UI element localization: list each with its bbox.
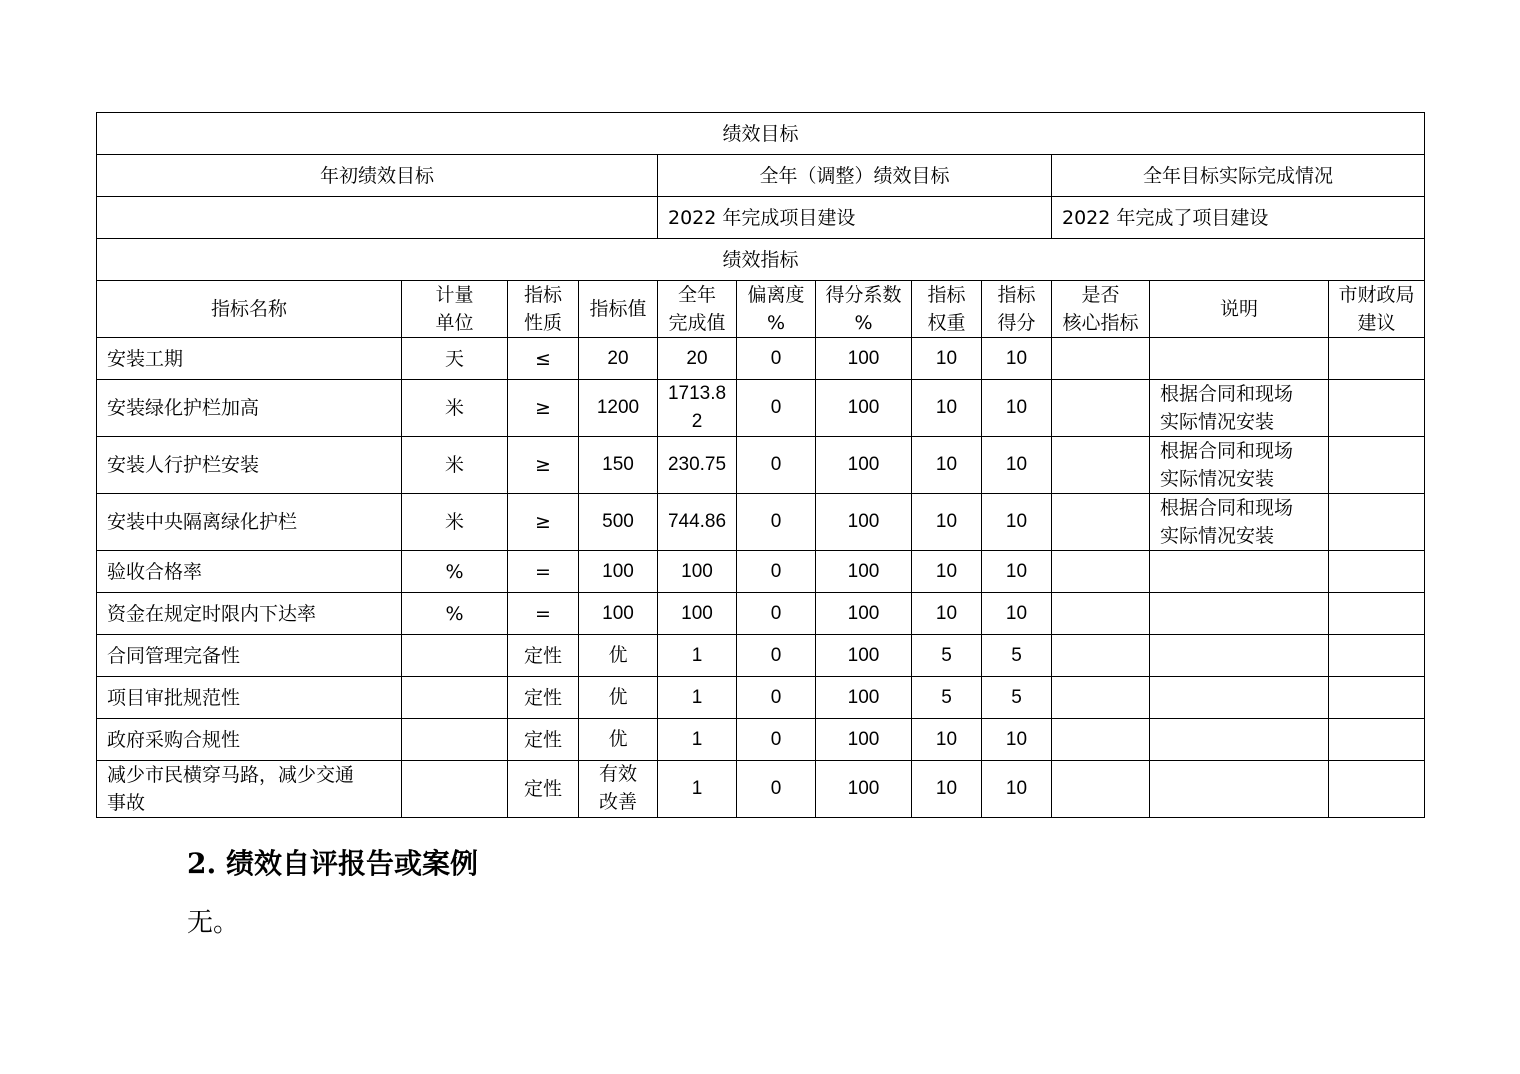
cell-advice: [1329, 635, 1425, 677]
cell-unit: %: [402, 593, 508, 635]
cell-score: 10: [982, 494, 1052, 551]
cell-weight: 10: [912, 380, 982, 437]
cell-core: [1052, 635, 1150, 677]
table-row: [97, 719, 1425, 761]
cell-name: 资金在规定时限内下达率: [97, 593, 402, 635]
cell-unit: 天: [402, 338, 508, 380]
section-body: 无。: [187, 908, 240, 938]
cell-name: 安装人行护栏安装: [97, 437, 402, 494]
cell-target: 500: [579, 494, 658, 551]
cell-note: [1150, 761, 1329, 818]
cell-weight: 5: [912, 677, 982, 719]
cell-nature: =: [508, 551, 579, 593]
cell-coef: 100: [816, 437, 912, 494]
cell-coef: 100: [816, 635, 912, 677]
cell-target: 优: [579, 677, 658, 719]
cell-coef: 100: [816, 380, 912, 437]
goal-actual-header: 全年目标实际完成情况: [1052, 155, 1425, 197]
cell-actual: 20: [658, 338, 737, 380]
cell-unit: [402, 635, 508, 677]
table-row: [97, 380, 1425, 437]
goal-adjusted-header: 全年（调整）绩效目标: [658, 155, 1052, 197]
cell-note: [1150, 551, 1329, 593]
cell-score: 10: [982, 380, 1052, 437]
cell-name: 验收合格率: [97, 551, 402, 593]
cell-unit: 米: [402, 437, 508, 494]
cell-nature: =: [508, 593, 579, 635]
table-row: [97, 593, 1425, 635]
cell-core: [1052, 593, 1150, 635]
cell-advice: [1329, 338, 1425, 380]
cell-advice: [1329, 494, 1425, 551]
cell-unit: [402, 719, 508, 761]
cell-advice: [1329, 437, 1425, 494]
table-row: [97, 761, 1425, 818]
performance-table: [96, 112, 1425, 818]
col-header: 全年 完成值: [658, 281, 737, 338]
cell-target: 100: [579, 551, 658, 593]
col-header: 市财政局 建议: [1329, 281, 1425, 338]
col-header: 说明: [1150, 281, 1329, 338]
goal-adjusted-value: 2022 年完成项目建设: [658, 197, 1052, 239]
cell-name: 政府采购合规性: [97, 719, 402, 761]
cell-deviation: 0: [737, 677, 816, 719]
cell-actual: 1: [658, 677, 737, 719]
cell-coef: 100: [816, 719, 912, 761]
table-row: [97, 437, 1425, 494]
cell-weight: 10: [912, 494, 982, 551]
cell-deviation: 0: [737, 719, 816, 761]
cell-deviation: 0: [737, 635, 816, 677]
col-header: 指标 性质: [508, 281, 579, 338]
cell-coef: 100: [816, 494, 912, 551]
cell-coef: 100: [816, 551, 912, 593]
goal-initial-header: 年初绩效目标: [97, 155, 658, 197]
col-header: 指标 得分: [982, 281, 1052, 338]
table-row: [97, 494, 1425, 551]
cell-score: 10: [982, 437, 1052, 494]
col-header: 偏离度 %: [737, 281, 816, 338]
cell-nature: ≥: [508, 380, 579, 437]
cell-weight: 10: [912, 593, 982, 635]
cell-target: 优: [579, 719, 658, 761]
cell-deviation: 0: [737, 338, 816, 380]
cell-core: [1052, 380, 1150, 437]
col-header: 得分系数 %: [816, 281, 912, 338]
cell-actual: 1: [658, 719, 737, 761]
cell-note: 根据合同和现场 实际情况安装: [1150, 437, 1329, 494]
cell-nature: 定性: [508, 677, 579, 719]
cell-note: [1150, 338, 1329, 380]
cell-deviation: 0: [737, 551, 816, 593]
cell-weight: 10: [912, 551, 982, 593]
goal-actual-value: 2022 年完成了项目建设: [1052, 197, 1425, 239]
cell-actual: 744.86: [658, 494, 737, 551]
cell-core: [1052, 719, 1150, 761]
cell-weight: 10: [912, 719, 982, 761]
cell-target: 优: [579, 635, 658, 677]
cell-target: 有效 改善: [579, 761, 658, 818]
cell-name: 项目审批规范性: [97, 677, 402, 719]
cell-note: 根据合同和现场 实际情况安装: [1150, 494, 1329, 551]
cell-deviation: 0: [737, 761, 816, 818]
cell-name: 安装工期: [97, 338, 402, 380]
cell-name: 合同管理完备性: [97, 635, 402, 677]
cell-note: [1150, 719, 1329, 761]
cell-core: [1052, 551, 1150, 593]
cell-core: [1052, 677, 1150, 719]
cell-advice: [1329, 551, 1425, 593]
cell-coef: 100: [816, 593, 912, 635]
cell-weight: 10: [912, 338, 982, 380]
cell-actual: 230.75: [658, 437, 737, 494]
cell-unit: 米: [402, 380, 508, 437]
cell-target: 1200: [579, 380, 658, 437]
cell-core: [1052, 338, 1150, 380]
cell-score: 5: [982, 635, 1052, 677]
cell-nature: 定性: [508, 719, 579, 761]
table-title: 绩效目标: [97, 113, 1425, 155]
col-header: 计量 单位: [402, 281, 508, 338]
col-header: 指标 权重: [912, 281, 982, 338]
cell-nature: 定性: [508, 761, 579, 818]
cell-target: 100: [579, 593, 658, 635]
cell-unit: 米: [402, 494, 508, 551]
cell-unit: [402, 677, 508, 719]
cell-note: 根据合同和现场 实际情况安装: [1150, 380, 1329, 437]
cell-nature: 定性: [508, 635, 579, 677]
cell-nature: ≥: [508, 494, 579, 551]
cell-advice: [1329, 380, 1425, 437]
cell-core: [1052, 761, 1150, 818]
cell-actual: 100: [658, 551, 737, 593]
cell-unit: %: [402, 551, 508, 593]
cell-score: 10: [982, 551, 1052, 593]
table-row: [97, 635, 1425, 677]
cell-target: 150: [579, 437, 658, 494]
cell-advice: [1329, 719, 1425, 761]
cell-name: 减少市民横穿马路，减少交通 事故: [97, 761, 402, 818]
cell-advice: [1329, 761, 1425, 818]
col-header: 是否 核心指标: [1052, 281, 1150, 338]
cell-nature: ≥: [508, 437, 579, 494]
cell-actual: 1: [658, 761, 737, 818]
cell-score: 5: [982, 677, 1052, 719]
cell-coef: 100: [816, 677, 912, 719]
col-header: 指标值: [579, 281, 658, 338]
cell-score: 10: [982, 593, 1052, 635]
cell-weight: 10: [912, 761, 982, 818]
cell-actual: 1713.8 2: [658, 380, 737, 437]
cell-score: 10: [982, 761, 1052, 818]
col-header: 指标名称: [97, 281, 402, 338]
cell-deviation: 0: [737, 494, 816, 551]
cell-name: 安装中央隔离绿化护栏: [97, 494, 402, 551]
table-row: [97, 551, 1425, 593]
cell-coef: 100: [816, 761, 912, 818]
cell-core: [1052, 494, 1150, 551]
indicators-title: 绩效指标: [97, 239, 1425, 281]
cell-deviation: 0: [737, 593, 816, 635]
cell-advice: [1329, 677, 1425, 719]
cell-coef: 100: [816, 338, 912, 380]
cell-nature: ≤: [508, 338, 579, 380]
cell-advice: [1329, 593, 1425, 635]
cell-actual: 1: [658, 635, 737, 677]
cell-weight: 5: [912, 635, 982, 677]
section-heading: 2. 绩效自评报告或案例: [187, 847, 478, 880]
table-row: [97, 677, 1425, 719]
cell-target: 20: [579, 338, 658, 380]
cell-note: [1150, 593, 1329, 635]
cell-core: [1052, 437, 1150, 494]
cell-unit: [402, 761, 508, 818]
table-row: [97, 338, 1425, 380]
cell-deviation: 0: [737, 380, 816, 437]
cell-note: [1150, 677, 1329, 719]
cell-weight: 10: [912, 437, 982, 494]
cell-deviation: 0: [737, 437, 816, 494]
cell-name: 安装绿化护栏加高: [97, 380, 402, 437]
cell-actual: 100: [658, 593, 737, 635]
cell-note: [1150, 635, 1329, 677]
cell-score: 10: [982, 719, 1052, 761]
goal-initial-value: [97, 197, 658, 239]
column-header-row: [97, 281, 1425, 338]
cell-score: 10: [982, 338, 1052, 380]
